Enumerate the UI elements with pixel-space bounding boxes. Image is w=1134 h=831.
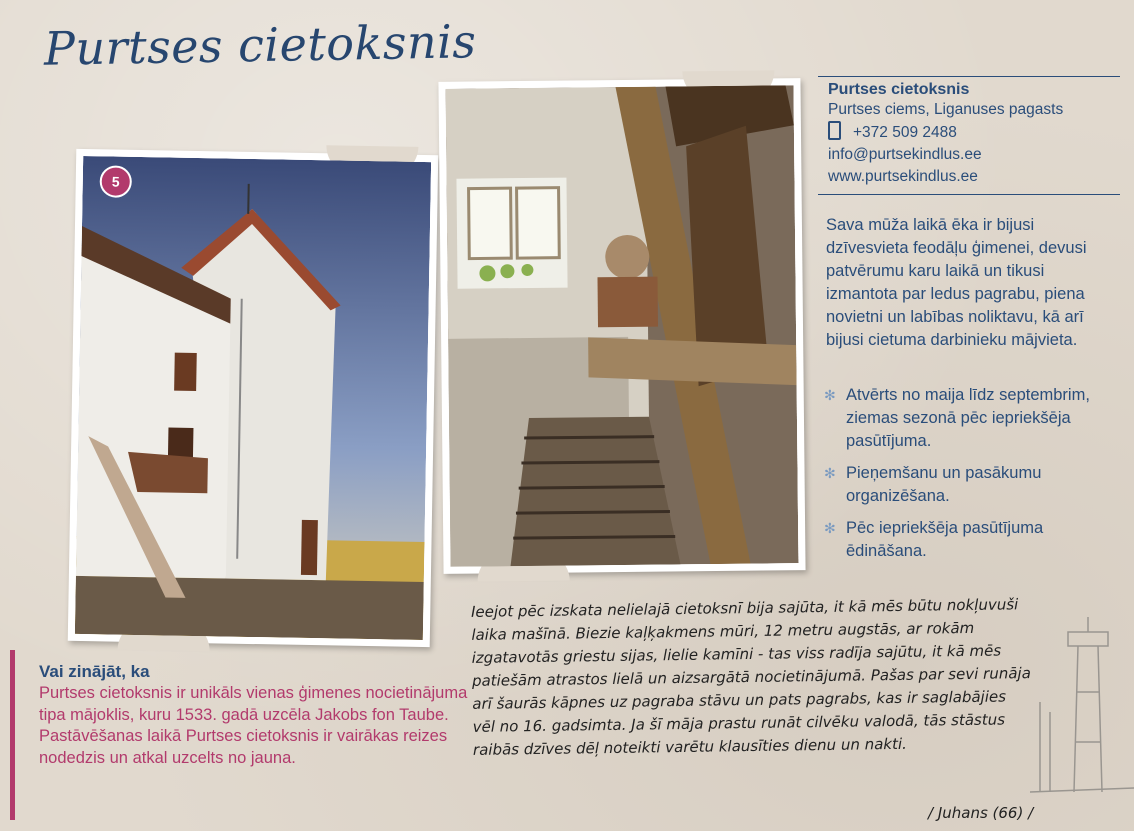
- features-list: [824, 384, 1114, 572]
- visitor-quote: Ieejot pēc izskata nelielajā cietoksnī bija sajūta, it kā mēs būtu nokļuvuši laika mašīnā. Biezie kaļķakmens mūri, 12 metru augstās, ar rokām izgatavotās griestu sijas, lielie kamīni - tas viss radīja sajūtu, it kā mēs patiešām atrastos lielā un aizsargātā nocietinājumā. Pašas par sevi runāja arī šaurās kāpnes uz pagraba stāvu un pats pagrabs, kas ir saglabājies vēl no 16. gadsimta. Ja šī māja prastu runāt cilvēku valodā, tās stāstus raibās dzīves dēļ noteikti varētu klausīties dienu un nakti.: [470, 595, 1031, 759]
- list-item: ✻ Atvērts no maija līdz septembrim, ziemas sezonā pēc iepriekšēja pasūtījuma.: [824, 386, 1090, 450]
- venue-description: Sava mūža laikā ēka ir bijusi dzīvesvieta feodāļu ģimenei, devusi patvērumu karu laikā un tikusi izmantota par ledus pagrabu, piena novietni un labības noliktavu, kā arī bijusi cietuma darbinieku mājvieta.: [826, 216, 1087, 349]
- interior-staircase-photo: [438, 78, 805, 574]
- did-you-know-title: Vai zinājāt, ka: [39, 662, 150, 681]
- snowflake-bullet-icon: ✻: [824, 465, 836, 481]
- fortress-exterior-illustration: [75, 156, 431, 640]
- website-link[interactable]: www.purtsekindlus.ee: [828, 168, 978, 185]
- email-link[interactable]: info@purtsekindlus.ee: [828, 146, 982, 163]
- photo-number-badge: 5: [99, 165, 132, 198]
- address: Purtses ciems, Liganuses pagasts: [828, 101, 1064, 118]
- venue-name: Purtses cietoksnis: [828, 81, 970, 98]
- phone-row: [828, 121, 1110, 144]
- list-item: ✻ Pēc iepriekšēja pasūtījuma ēdināšana.: [824, 519, 1044, 560]
- did-you-know-text: Purtses cietoksnis ir unikāls vienas ģimenes nocietinājuma tipa mājoklis, kuru 1533. gadā uzcēla Jakobs fon Taube. Pastāvēšanas laikā Purtses cietoksnis ir vairākas reizes nodedzis un atkal uzcelts no jauna.: [39, 684, 468, 767]
- contact-info-box: [818, 76, 1120, 195]
- phone-icon: [828, 121, 841, 140]
- fortress-exterior-photo: [68, 149, 439, 647]
- snowflake-bullet-icon: ✻: [824, 520, 836, 536]
- snowflake-bullet-icon: ✻: [824, 387, 836, 403]
- phone-number[interactable]: +372 509 2488: [853, 124, 957, 141]
- page-title: Purtses cietoksnis: [43, 14, 477, 76]
- watchtower-sketch: [1030, 612, 1134, 812]
- did-you-know-box: [10, 650, 487, 820]
- interior-staircase-illustration: [446, 85, 799, 567]
- quote-signature: / Juhans (66) /: [928, 804, 1034, 822]
- list-item: ✻ Pieņemšanu un pasākumu organizēšana.: [824, 464, 1042, 505]
